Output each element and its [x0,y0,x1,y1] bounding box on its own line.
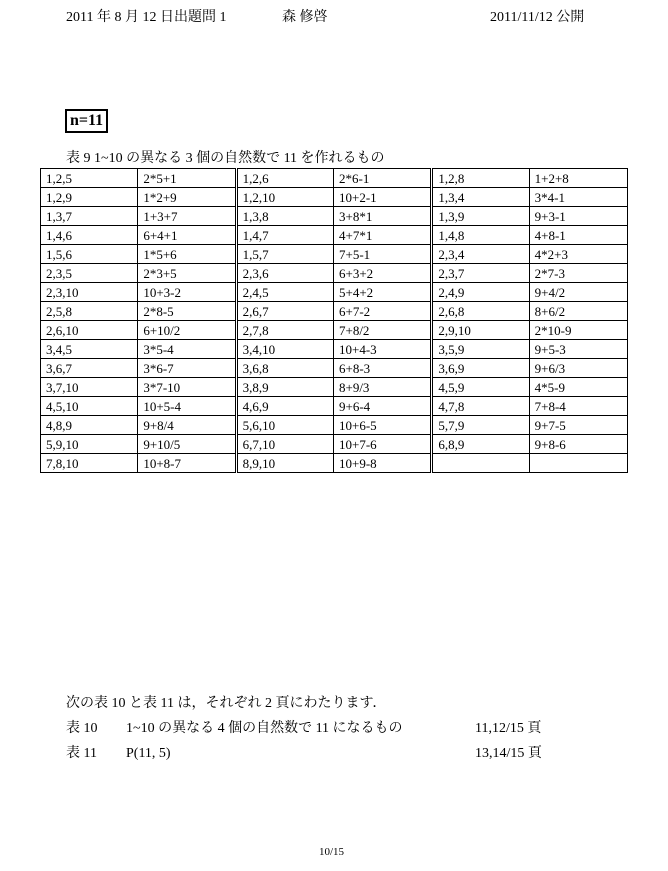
expression-cell: 6+3+2 [333,264,431,283]
expression-cell: 6+8-3 [333,359,431,378]
expression-cell: 10+3-2 [138,283,236,302]
expression-cell: 1*5+6 [138,245,236,264]
triple-cell: 1,2,8 [432,169,529,188]
triple-cell: 8,9,10 [236,454,333,473]
triple-cell: 1,3,7 [41,207,138,226]
triple-cell: 4,5,9 [432,378,529,397]
expression-cell: 6+4+1 [138,226,236,245]
expression-cell: 3*4-1 [529,188,627,207]
expression-cell: 4+7*1 [333,226,431,245]
expression-cell: 3*6-7 [138,359,236,378]
triple-cell: 1,2,9 [41,188,138,207]
expression-cell: 10+5-4 [138,397,236,416]
triple-cell: 1,5,6 [41,245,138,264]
expression-cell: 7+8/2 [333,321,431,340]
expression-cell: 9+3-1 [529,207,627,226]
triple-cell: 1,5,7 [236,245,333,264]
note-table10-label: 表 10 [66,721,98,736]
triple-cell: 7,8,10 [41,454,138,473]
triple-cell: 1,4,7 [236,226,333,245]
table-row [41,340,628,359]
triple-cell: 5,9,10 [41,435,138,454]
note-table10 [66,717,403,737]
triple-cell: 1,3,4 [432,188,529,207]
triple-cell: 3,7,10 [41,378,138,397]
triple-cell: 3,4,10 [236,340,333,359]
table-row [41,264,628,283]
table-row [41,188,628,207]
note-table11-text: P(11, 5) [126,746,171,761]
expression-cell: 7+5-1 [333,245,431,264]
expression-cell: 2*3+5 [138,264,236,283]
triple-cell: 2,9,10 [432,321,529,340]
table-row [41,378,628,397]
triple-cell: 2,3,4 [432,245,529,264]
expression-cell: 4*5-9 [529,378,627,397]
expression-cell: 10+6-5 [333,416,431,435]
triple-cell: 5,6,10 [236,416,333,435]
triple-cell: 3,6,7 [41,359,138,378]
expression-cell: 10+9-8 [333,454,431,473]
note-table10-text: 1~10 の異なる 4 個の自然数で 11 になるもの [126,721,403,736]
header-published: 2011/11/12 公開 [490,10,585,25]
note-table10-pages: 11,12/15 頁 [475,721,542,736]
triple-cell: 1,3,8 [236,207,333,226]
triple-cell: 1,3,9 [432,207,529,226]
table-row [41,207,628,226]
triple-cell [432,454,529,473]
triple-cell: 1,2,5 [41,169,138,188]
expression-cell: 3*5-4 [138,340,236,359]
triple-cell: 3,6,8 [236,359,333,378]
triple-cell: 1,2,6 [236,169,333,188]
triple-cell: 2,6,8 [432,302,529,321]
triple-cell: 2,3,5 [41,264,138,283]
triple-cell: 2,4,9 [432,283,529,302]
triple-cell: 1,4,6 [41,226,138,245]
triple-cell: 1,4,8 [432,226,529,245]
expression-cell: 9+5-3 [529,340,627,359]
triple-cell: 2,3,7 [432,264,529,283]
expression-cell: 3+8*1 [333,207,431,226]
expression-cell: 8+9/3 [333,378,431,397]
triple-cell: 2,6,10 [41,321,138,340]
expression-cell: 1+2+8 [529,169,627,188]
expression-cell: 2*6-1 [333,169,431,188]
header-author: 森 修啓 [282,10,328,25]
triple-cell: 2,4,5 [236,283,333,302]
triple-cell: 4,8,9 [41,416,138,435]
triple-cell: 3,4,5 [41,340,138,359]
table-row [41,397,628,416]
expression-cell: 7+8-4 [529,397,627,416]
table-row [41,302,628,321]
expression-cell: 3*7-10 [138,378,236,397]
expression-cell: 4*2+3 [529,245,627,264]
expression-cell: 9+7-5 [529,416,627,435]
table-row [41,226,628,245]
expression-cell: 9+10/5 [138,435,236,454]
expression-cell: 1+3+7 [138,207,236,226]
expression-cell: 2*7-3 [529,264,627,283]
expression-cell: 2*10-9 [529,321,627,340]
expression-cell: 6+7-2 [333,302,431,321]
note-line: 次の表 10 と表 11 は，それぞれ 2 頁にわたります． [66,696,387,711]
triple-cell: 3,6,9 [432,359,529,378]
table-row [41,435,628,454]
note-table11-label: 表 11 [66,746,97,761]
table9-caption: 表 9 1~10 の異なる 3 個の自然数で 11 を作れるもの [66,151,385,166]
expression-cell: 2*5+1 [138,169,236,188]
expression-cell: 5+4+2 [333,283,431,302]
table9 [40,168,628,473]
expression-cell: 1*2+9 [138,188,236,207]
table-row [41,416,628,435]
triple-cell: 2,3,6 [236,264,333,283]
section-label: n=11 [65,109,108,133]
page-number: 10/15 [319,846,345,858]
header-date: 2011 年 8 月 12 日出題問 1 [66,10,227,25]
expression-cell: 10+2-1 [333,188,431,207]
expression-cell: 8+6/2 [529,302,627,321]
triple-cell: 2,6,7 [236,302,333,321]
expression-cell: 9+6/3 [529,359,627,378]
triple-cell: 3,8,9 [236,378,333,397]
triple-cell: 2,3,10 [41,283,138,302]
triple-cell: 2,7,8 [236,321,333,340]
expression-cell: 10+8-7 [138,454,236,473]
expression-cell: 9+8-6 [529,435,627,454]
expression-cell: 6+10/2 [138,321,236,340]
expression-cell [529,454,627,473]
triple-cell: 6,8,9 [432,435,529,454]
note-table11 [66,742,171,762]
triple-cell: 3,5,9 [432,340,529,359]
table-row [41,321,628,340]
table-row [41,169,628,188]
triple-cell: 6,7,10 [236,435,333,454]
expression-cell: 10+4-3 [333,340,431,359]
note-table11-pages: 13,14/15 頁 [475,746,542,761]
expression-cell: 10+7-6 [333,435,431,454]
expression-cell: 9+8/4 [138,416,236,435]
triple-cell: 4,5,10 [41,397,138,416]
table-row [41,359,628,378]
expression-cell: 2*8-5 [138,302,236,321]
triple-cell: 5,7,9 [432,416,529,435]
triple-cell: 2,5,8 [41,302,138,321]
triple-cell: 4,6,9 [236,397,333,416]
expression-cell: 9+6-4 [333,397,431,416]
triple-cell: 4,7,8 [432,397,529,416]
triple-cell: 1,2,10 [236,188,333,207]
expression-cell: 4+8-1 [529,226,627,245]
table-row [41,454,628,473]
table-row [41,245,628,264]
table-row [41,283,628,302]
expression-cell: 9+4/2 [529,283,627,302]
